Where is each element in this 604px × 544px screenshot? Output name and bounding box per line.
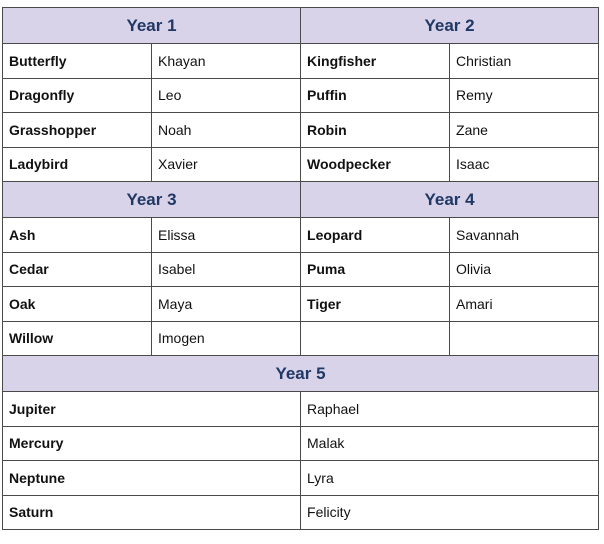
table-row xyxy=(3,287,599,322)
student-name: Remy xyxy=(450,78,599,113)
class-name: Dragonfly xyxy=(3,78,152,113)
student-name: Isabel xyxy=(152,252,301,287)
class-name: Jupiter xyxy=(3,392,301,427)
table-row xyxy=(3,321,599,356)
year-1-heading: Year 1 xyxy=(3,8,301,44)
section-header-row xyxy=(3,182,599,218)
student-name: Maya xyxy=(152,287,301,322)
class-name: Ladybird xyxy=(3,147,152,182)
year-2-heading: Year 2 xyxy=(301,8,599,44)
class-name: Grasshopper xyxy=(3,113,152,148)
class-name: Puffin xyxy=(301,78,450,113)
section-header-row xyxy=(3,8,599,44)
class-name: Leopard xyxy=(301,218,450,253)
class-name: Neptune xyxy=(3,461,301,496)
year-5-heading: Year 5 xyxy=(3,356,599,392)
year-3-heading: Year 3 xyxy=(3,182,301,218)
student-name: Amari xyxy=(450,287,599,322)
class-name: Saturn xyxy=(3,495,301,530)
class-name: Ash xyxy=(3,218,152,253)
table-row xyxy=(3,426,599,461)
class-names-table xyxy=(2,7,599,530)
student-name: Olivia xyxy=(450,252,599,287)
table-row xyxy=(3,147,599,182)
class-name: Robin xyxy=(301,113,450,148)
student-name: Malak xyxy=(301,426,599,461)
student-name: Christian xyxy=(450,44,599,79)
table-row xyxy=(3,252,599,287)
class-name: Willow xyxy=(3,321,152,356)
class-name: Puma xyxy=(301,252,450,287)
student-name: Zane xyxy=(450,113,599,148)
section-header-row xyxy=(3,356,599,392)
student-name: Raphael xyxy=(301,392,599,427)
student-name: Savannah xyxy=(450,218,599,253)
class-name: Kingfisher xyxy=(301,44,450,79)
class-name: Tiger xyxy=(301,287,450,322)
student-name: Khayan xyxy=(152,44,301,79)
student-name: Imogen xyxy=(152,321,301,356)
student-name: Leo xyxy=(152,78,301,113)
empty-cell xyxy=(301,321,450,356)
table-row xyxy=(3,113,599,148)
table-row xyxy=(3,495,599,530)
student-name: Isaac xyxy=(450,147,599,182)
student-name: Xavier xyxy=(152,147,301,182)
year-4-heading: Year 4 xyxy=(301,182,599,218)
student-name: Elissa xyxy=(152,218,301,253)
class-name: Woodpecker xyxy=(301,147,450,182)
class-name: Mercury xyxy=(3,426,301,461)
class-name: Butterfly xyxy=(3,44,152,79)
table-row xyxy=(3,392,599,427)
table-row xyxy=(3,44,599,79)
class-name: Cedar xyxy=(3,252,152,287)
empty-cell xyxy=(450,321,599,356)
class-name: Oak xyxy=(3,287,152,322)
student-name: Noah xyxy=(152,113,301,148)
student-name: Felicity xyxy=(301,495,599,530)
table-row xyxy=(3,218,599,253)
table-row xyxy=(3,78,599,113)
student-name: Lyra xyxy=(301,461,599,496)
table-row xyxy=(3,461,599,496)
